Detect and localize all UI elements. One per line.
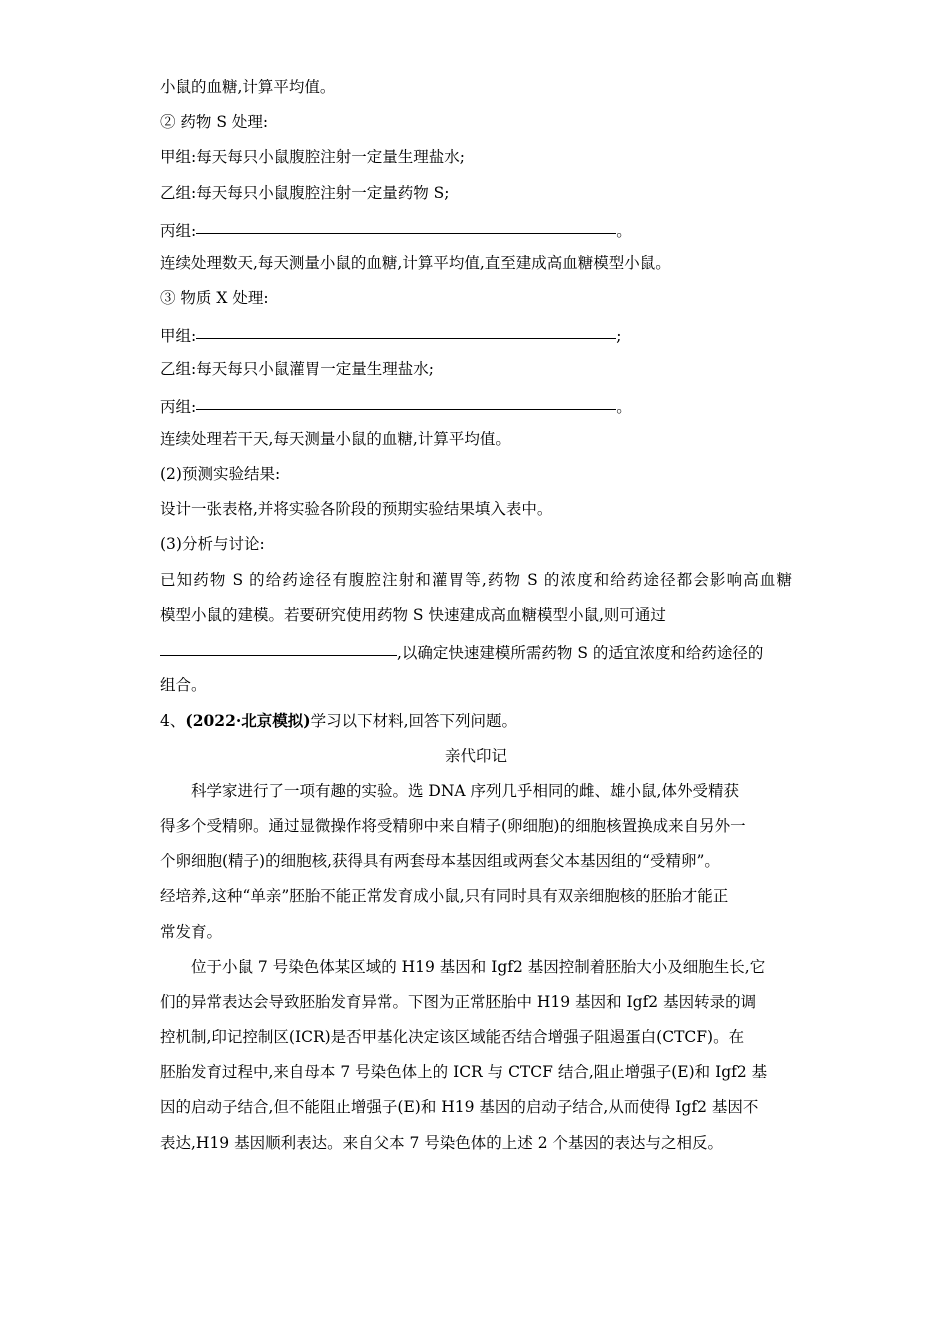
question-number: 4、 (160, 712, 186, 731)
paragraph-line: 常发育。 (160, 922, 223, 941)
text-line: 连续处理数天,每天测量小鼠的血糖,计算平均值,直至建成高血糖模型小鼠。 (160, 253, 671, 272)
paragraph-line: 因的启动子结合,但不能阻止增强子(E)和 H19 基因的启动子结合,从而使得 Igf2 基因不 (160, 1098, 759, 1117)
fill-blank-line: 甲组: ; (160, 316, 792, 351)
document-page (160, 70, 792, 1161)
question-header (160, 703, 792, 738)
answer-blank[interactable] (196, 316, 616, 339)
section-heading: (2)预测实验结果: (160, 465, 281, 484)
fill-blank-line: ,以确定快速建模所需药物 S 的适宜浓度和给药途径的 (160, 633, 792, 668)
paragraph-line: 经培养,这种“单亲”胚胎不能正常发育成小鼠,只有同时具有双亲细胞核的胚胎才能正 (160, 887, 729, 906)
paragraph-line: 位于小鼠 7 号染色体某区域的 H19 基因和 Igf2 基因控制着胚胎大小及细胞生长,它 (191, 957, 766, 976)
paragraph-line: 表达,H19 基因顺利表达。来自父本 7 号染色体的上述 2 个基因的表达与之相反。 (160, 1133, 724, 1152)
section-heading: (3)分析与讨论: (160, 535, 265, 554)
step-heading: ② 药物 S 处理: (160, 113, 269, 132)
fill-blank-line: 丙组: 。 (160, 387, 792, 422)
paragraph-line: 科学家进行了一项有趣的实验。选 DNA 序列几乎相同的雌、雄小鼠,体外受精获 (191, 781, 739, 800)
paragraph-line: 们的异常表达会导致胚胎发育异常。下图为正常胚胎中 H19 基因和 Igf2 基因转录的调 (160, 992, 757, 1011)
question-prompt: 学习以下材料,回答下列问题。 (310, 712, 518, 731)
group-label: 丙组: (160, 221, 197, 240)
article-title: 亲代印记 (444, 746, 507, 765)
text-line: 甲组:每天每只小鼠腹腔注射一定量生理盐水; (160, 148, 465, 167)
question-source: (2022·北京模拟) (185, 711, 311, 731)
fill-blank-line: 丙组: 。 (160, 211, 792, 246)
text-line: 连续处理若干天,每天测量小鼠的血糖,计算平均值。 (160, 429, 511, 448)
text-line: 组合。 (160, 676, 207, 695)
paragraph-line: 得多个受精卵。通过显微操作将受精卵中来自精子(卵细胞)的细胞核置换成来自另外一 (160, 816, 746, 835)
text-line: 设计一张表格,并将实验各阶段的预期实验结果填入表中。 (160, 500, 553, 519)
step-heading: ③ 物质 X 处理: (160, 289, 269, 308)
answer-blank[interactable] (196, 211, 616, 234)
text-line: 模型小鼠的建模。若要研究使用药物 S 快速建成高血糖模型小鼠,则可通过 (160, 605, 666, 624)
answer-blank[interactable] (160, 633, 397, 656)
text-line: 乙组:每天每只小鼠灌胃一定量生理盐水; (160, 359, 434, 378)
text-line: 已知药物 S 的给药途径有腹腔注射和灌胃等,药物 S 的浓度和给药途径都会影响高血糖 (160, 570, 792, 589)
text-line: 乙组:每天每只小鼠腹腔注射一定量药物 S; (160, 183, 450, 202)
answer-blank[interactable] (196, 387, 616, 410)
text-line: 小鼠的血糖,计算平均值。 (160, 78, 336, 96)
group-label: 丙组: (160, 397, 197, 416)
paragraph-line: 胚胎发育过程中,来自母本 7 号染色体上的 ICR 与 CTCF 结合,阻止增强子(E)和 Igf2 基 (160, 1063, 768, 1082)
paragraph-line: 控机制,印记控制区(ICR)是否甲基化决定该区域能否结合增强子阻遏蛋白(CTCF)。在 (160, 1028, 745, 1047)
group-label: 甲组: (160, 327, 197, 346)
paragraph-line: 个卵细胞(精子)的细胞核,获得具有两套母本基因组或两套父本基因组的“受精卵”。 (160, 852, 720, 871)
